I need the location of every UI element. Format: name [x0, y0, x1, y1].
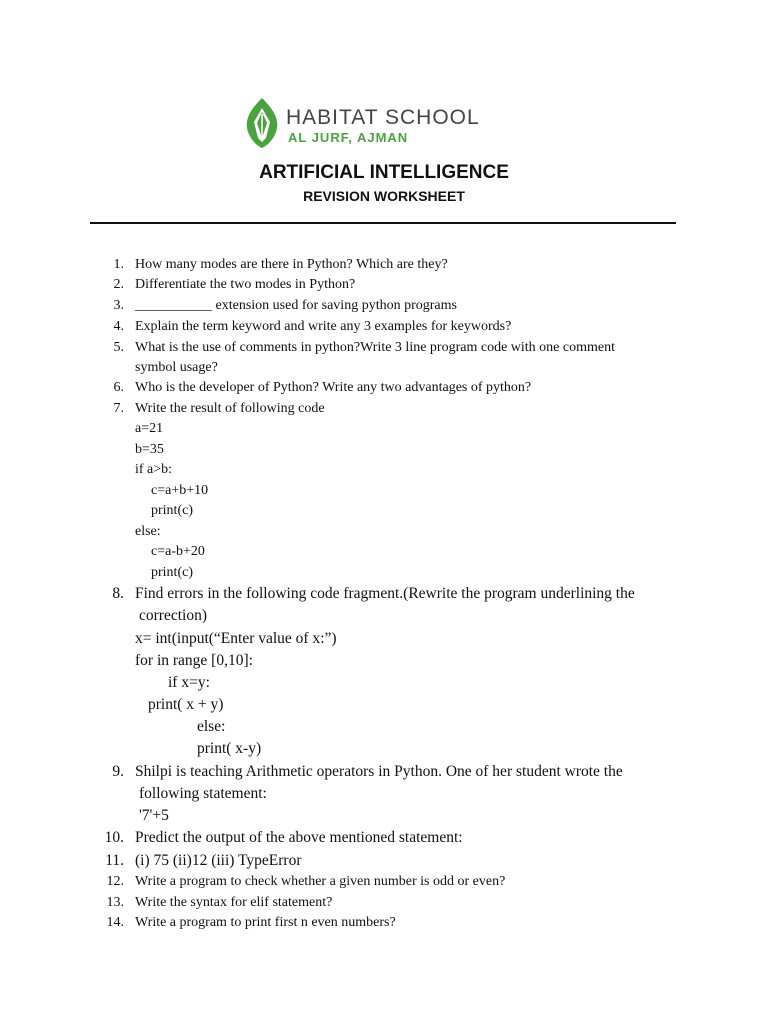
question-text: Write the result of following code [135, 401, 325, 416]
question-text: Predict the output of the above mentioned statement: [135, 829, 463, 846]
code-line: for in range [0,10]: [135, 652, 253, 669]
leaf-pen-logo-icon [244, 98, 280, 148]
question-text: Write the syntax for elif statement? [135, 895, 333, 910]
question-number: 3. [113, 298, 124, 313]
header-divider [90, 222, 676, 224]
question-number: 5. [113, 340, 124, 355]
question-number: 13. [106, 895, 124, 910]
question-number: 4. [113, 319, 124, 334]
school-location: AL JURF, AJMAN [288, 130, 409, 145]
question-text: Find errors in the following code fragment.(Rewrite the program underlining the [135, 585, 635, 602]
code-line: else: [135, 524, 161, 539]
code-line: a=21 [135, 421, 164, 436]
question-number: 11. [105, 852, 124, 869]
question-text-continued: symbol usage? [135, 360, 218, 375]
question-text-continued: correction) [139, 607, 207, 624]
question-number: 10. [104, 829, 124, 846]
question-text: Explain the term keyword and write any 3 examples for keywords? [135, 319, 512, 334]
question-number: 7. [113, 401, 124, 416]
question-number: 2. [113, 277, 124, 292]
question-text: What is the use of comments in python?Write 3 line program code with one comment [135, 340, 615, 355]
question-number: 6. [113, 380, 124, 395]
school-logo [244, 98, 494, 148]
question-text: ___________ extension used for saving python programs [135, 298, 457, 313]
code-line: x= int(input(“Enter value of x:”) [135, 630, 337, 647]
page-title: ARTIFICIAL INTELLIGENCE [259, 162, 509, 183]
code-line: c=a-b+20 [151, 544, 205, 559]
question-number: 8. [112, 585, 124, 602]
question-text: Differentiate the two modes in Python? [135, 277, 356, 292]
question-number: 14. [106, 915, 124, 930]
code-line: b=35 [135, 442, 164, 457]
question-number: 1. [113, 257, 124, 272]
code-line: if a>b: [135, 462, 173, 477]
code-line: print( x + y) [148, 696, 224, 713]
school-name: HABITAT SCHOOL [286, 106, 480, 129]
question-text: Write a program to check whether a given number is odd or even? [135, 874, 506, 889]
question-text: Write a program to print first n even numbers? [135, 915, 396, 930]
page-subtitle: REVISION WORKSHEET [303, 188, 465, 204]
question-text: Who is the developer of Python? Write any two advantages of python? [135, 380, 532, 395]
code-line: '7'+5 [139, 807, 169, 824]
question-text-continued: following statement: [139, 785, 267, 802]
code-line: else: [197, 718, 226, 735]
code-line: print( x-y) [197, 740, 262, 757]
question-number: 9. [112, 763, 124, 780]
code-line: print(c) [151, 565, 193, 580]
question-text: How many modes are there in Python? Which are they? [135, 257, 448, 272]
question-text: (i) 75 (ii)12 (iii) TypeError [135, 852, 302, 869]
question-number: 12. [106, 874, 124, 889]
code-line: if x=y: [168, 674, 210, 691]
code-line: c=a+b+10 [151, 483, 209, 498]
question-text: Shilpi is teaching Arithmetic operators in Python. One of her student wrote the [135, 763, 623, 780]
code-line: print(c) [151, 503, 193, 518]
